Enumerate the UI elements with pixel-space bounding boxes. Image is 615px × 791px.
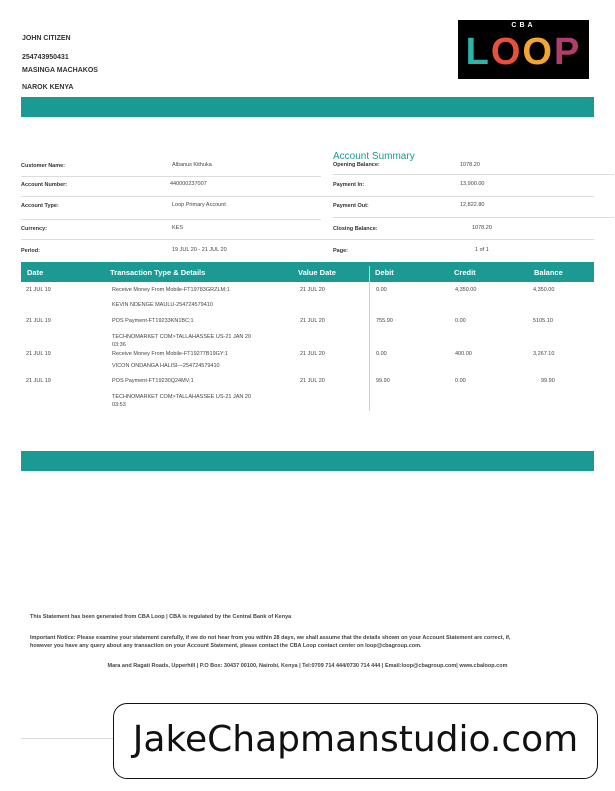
summary-value: Loop Primary Account <box>172 202 226 208</box>
customer-phone: 254743950431 <box>22 54 69 61</box>
divider <box>333 174 614 175</box>
row-debit: 0.00 <box>376 351 387 357</box>
summary-value: 1 of 1 <box>475 247 489 253</box>
summary-value: 19 JUL 20 - 21 JUL 20 <box>172 247 227 253</box>
row-debit: 755.90 <box>376 318 393 324</box>
divider <box>21 219 321 220</box>
bank-address: Mara and Ragati Roads, Upperhill | P.O Box: 30437 00100, Nairobi, Kenya | Tel:0709 714 444/0730 714 444 | Email:loop@cbagroup.com| www.cbaloop.com <box>107 663 508 669</box>
row-balance: 5105.10 <box>533 318 553 324</box>
row-value-date: 21 JUL 20 <box>300 318 325 324</box>
logo-letter: O <box>490 31 523 73</box>
summary-value: 12,822.80 <box>460 202 485 208</box>
row-balance: 99.90 <box>541 378 555 384</box>
row-details: POS Payment-FT19233KN1BC;1 <box>112 318 194 324</box>
header-band <box>21 97 594 117</box>
divider <box>333 217 614 218</box>
summary-label: Currency: <box>21 226 47 232</box>
row-credit: 400.00 <box>455 351 472 357</box>
row-date: 21 JUL 19 <box>26 318 51 324</box>
row-details: Receive Money From Mobile-FT19277B19GY;1 <box>112 351 228 357</box>
watermark-text: JakeChapmanstudio.com <box>132 719 579 760</box>
account-summary-title: Account Summary <box>333 151 415 162</box>
logo-brand-top: CBA <box>511 22 536 29</box>
summary-value: 13,900.00 <box>460 181 485 187</box>
footer-band <box>21 451 594 471</box>
divider <box>21 738 116 739</box>
row-details: TECHNOMARKET COM>TALLAHASSEE US-21 JAN 20 <box>112 394 252 400</box>
divider <box>21 196 594 197</box>
cba-loop-logo <box>458 20 589 79</box>
summary-label: Opening Balance: <box>333 162 380 168</box>
row-balance: 3,267.10 <box>533 351 555 357</box>
row-value-date: 21 JUL 20 <box>300 287 325 293</box>
watermark-box <box>113 703 598 779</box>
row-balance: 4,350.00 <box>533 287 555 293</box>
important-notice-line2: however you have any query about any transaction on your Account Statement, please contact the CBA Loop contact center on loop@cbagroup.com. <box>30 643 422 649</box>
logo-letter: L <box>465 31 491 73</box>
col-header-credit: Credit <box>454 268 476 277</box>
summary-label: Payment In: <box>333 182 365 188</box>
row-value-date: 21 JUL 20 <box>300 378 325 384</box>
col-header-date: Date <box>27 268 44 277</box>
row-value-date: 21 JUL 20 <box>300 351 325 357</box>
row-credit: 0.00 <box>455 318 466 324</box>
summary-value: 440000237007 <box>170 181 207 187</box>
row-details: VICON ONDANGA HALISI—254724579410 <box>112 363 220 369</box>
summary-label: Account Number: <box>21 182 68 188</box>
row-details: KEVIN NDENGE MAULU-254724579410 <box>112 302 213 308</box>
row-details: TECHNOMARKET COM>TALLAHASSEE US-21 JAN 20 <box>112 334 252 340</box>
row-details: 03:36 <box>112 342 126 348</box>
divider <box>21 176 321 177</box>
row-details: POS Payment-FT19230Q24MV;1 <box>112 378 194 384</box>
col-header-value-date: Value Date <box>298 268 336 277</box>
important-notice-line1: Important Notice: Please examine your statement carefully, if we do not hear from you within 28 days, we shall assume that the details shown on your Account Statement are correct, if, <box>30 635 511 641</box>
summary-label: Closing Balance: <box>333 226 378 232</box>
row-date: 21 JUL 19 <box>26 351 51 357</box>
divider <box>21 239 594 240</box>
row-credit: 4,350.00 <box>455 287 477 293</box>
summary-label: Account Type: <box>21 203 59 209</box>
customer-name: JOHN CITIZEN <box>22 35 71 42</box>
logo-word <box>458 30 589 74</box>
summary-label: Page: <box>333 248 348 254</box>
customer-address-line2: NAROK KENYA <box>22 84 74 91</box>
col-header-debit: Debit <box>375 268 394 277</box>
summary-label: Customer Name: <box>21 163 66 169</box>
row-credit: 0.00 <box>455 378 466 384</box>
row-details: 03:53 <box>112 402 126 408</box>
summary-label: Period: <box>21 248 40 254</box>
summary-label: Payment Out: <box>333 203 369 209</box>
customer-address-line1: MASINGA MACHAKOS <box>22 67 98 74</box>
row-debit: 99.90 <box>376 378 390 384</box>
row-details: Receive Money From Mobile-FT19783GRZLM;1 <box>112 287 230 293</box>
statement-generated-note: This Statement has been generated from CBA Loop | CBA is regulated by the Central Bank of Kenya <box>30 614 292 620</box>
summary-value: 1078.20 <box>460 162 480 168</box>
column-separator <box>369 266 370 411</box>
col-header-balance: Balance <box>534 268 563 277</box>
row-debit: 0.00 <box>376 287 387 293</box>
logo-letter: O <box>522 31 554 73</box>
logo-letter: P <box>553 31 582 73</box>
row-date: 21 JUL 19 <box>26 378 51 384</box>
col-header-details: Transaction Type & Details <box>110 268 206 277</box>
summary-value: Albanus Kithuka <box>172 162 212 168</box>
row-date: 21 JUL 19 <box>26 287 51 293</box>
summary-value: KES <box>172 225 184 231</box>
summary-value: 1078.20 <box>472 225 492 231</box>
